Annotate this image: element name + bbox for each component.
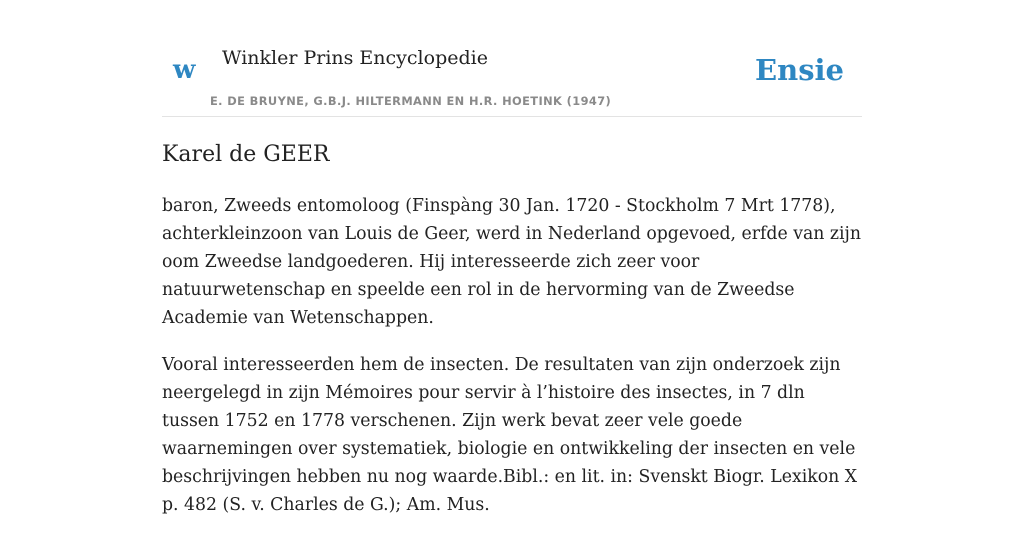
publication-authors: E. DE BRUYNE, G.B.J. HILTERMANN EN H.R. HOETINK (1947) <box>210 94 612 108</box>
winkler-prins-logo-icon[interactable]: w <box>173 55 196 85</box>
header <box>162 0 862 117</box>
article-title: Karel de GEER <box>162 142 330 167</box>
page <box>162 0 862 515</box>
article-paragraph: baron, Zweeds entomoloog (Finspàng 30 Jan. 1720 - Stockholm 7 Mrt 1778), achterkleinzoon van Louis de Geer, werd in Nederland opgevoed, erfde van zijn oom Zweedse landgoederen. Hij interesseerde zich zeer voor natuurwetenschap en speelde een rol in de hervorming van de Zweedse Academie van Wetenschappen. <box>162 196 862 328</box>
publication-title[interactable]: Winkler Prins Encyclopedie <box>222 47 488 69</box>
ensie-logo[interactable]: Ensie <box>755 53 844 87</box>
article-paragraph: Vooral interesseerden hem de insecten. De resultaten van zijn onderzoek zijn neergelegd in zijn Mémoires pour servir à l’histoire des insectes, in 7 dln tussen 1752 en 1778 verschenen. Zijn werk bevat zeer vele goede waarnemingen over systematiek, biologie en ontwikkeling der insecten en vele beschrijvingen hebben nu nog waarde.Bibl.: en lit. in: Svenskt Biogr. Lexikon X p. 482 (S. v. Charles de G.); Am. Mus. <box>162 355 858 515</box>
article-body <box>162 192 862 538</box>
